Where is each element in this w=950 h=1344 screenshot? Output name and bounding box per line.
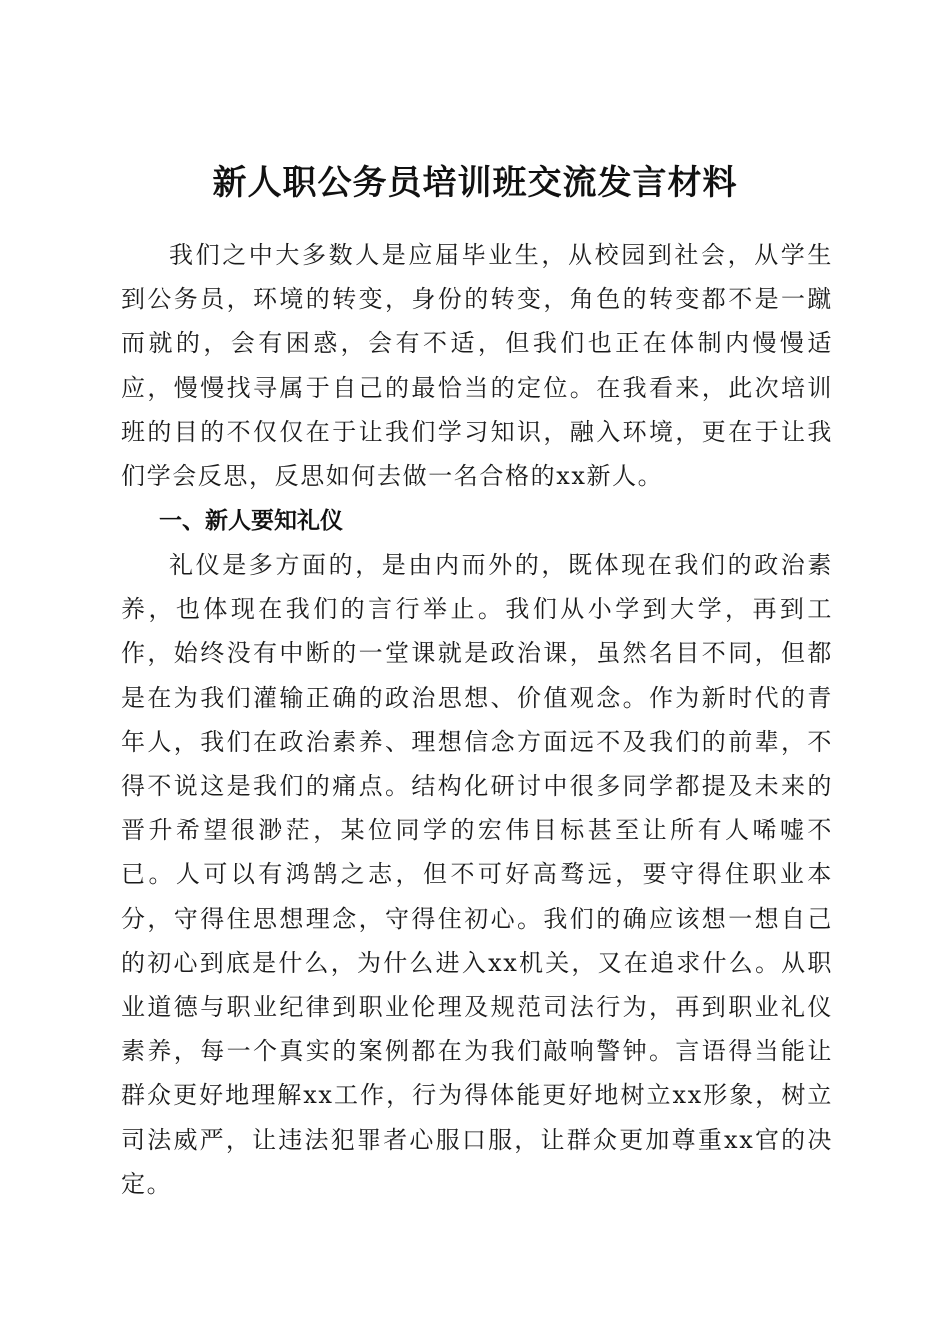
intro-paragraph: 我们之中大多数人是应届毕业生，从校园到社会，从学生到公务员，环境的转变，身份的转变，角色的转变都不是一蹴而就的，会有困惑，会有不适，但我们也正在体制内慢慢适应，慢慢找寻属于自己的最恰当的定位。在我看来，此次培训班的目的不仅仅在于让我们学习知识，融入环境，更在于让我们学会反思，反思如何去做一名合格的xx新人。 [121,241,833,491]
section-heading: 一、新人要知礼仪 [159,508,343,534]
etiquette-paragraph: 礼仪是多方面的，是由内而外的，既体现在我们的政治素养，也体现在我们的言行举止。我们从小学到大学，再到工作，始终没有中断的一堂课就是政治课，虽然名目不同，但都是在为我们灌输正确的政治思想、价值观念。作为新时代的青年人，我们在政治素养、理想信念方面远不及我们的前辈，不得不说这是我们的痛点。结构化研讨中很多同学都提及未来的晋升希望很渺茫，某位同学的宏伟目标甚至让所有人唏嘘不已。人可以有鸿鹄之志，但不可好高骛远，要守得住职业本分，守得住思想理念，守得住初心。我们的确应该想一想自己的初心到底是什么，为什么进入xx机关，又在追求什么。从职业道德与职业纪律到职业伦理及规范司法行为，再到职业礼仪素养，每一个真实的案例都在为我们敲响警钟。言语得当能让群众更好地理解xx工作，行为得体能更好地树立xx形象，树立司法威严，让违法犯罪者心服口服，让群众更加尊重xx官的决定。 [121,551,833,1198]
document-title: 新人职公务员培训班交流发言材料 [212,162,738,203]
